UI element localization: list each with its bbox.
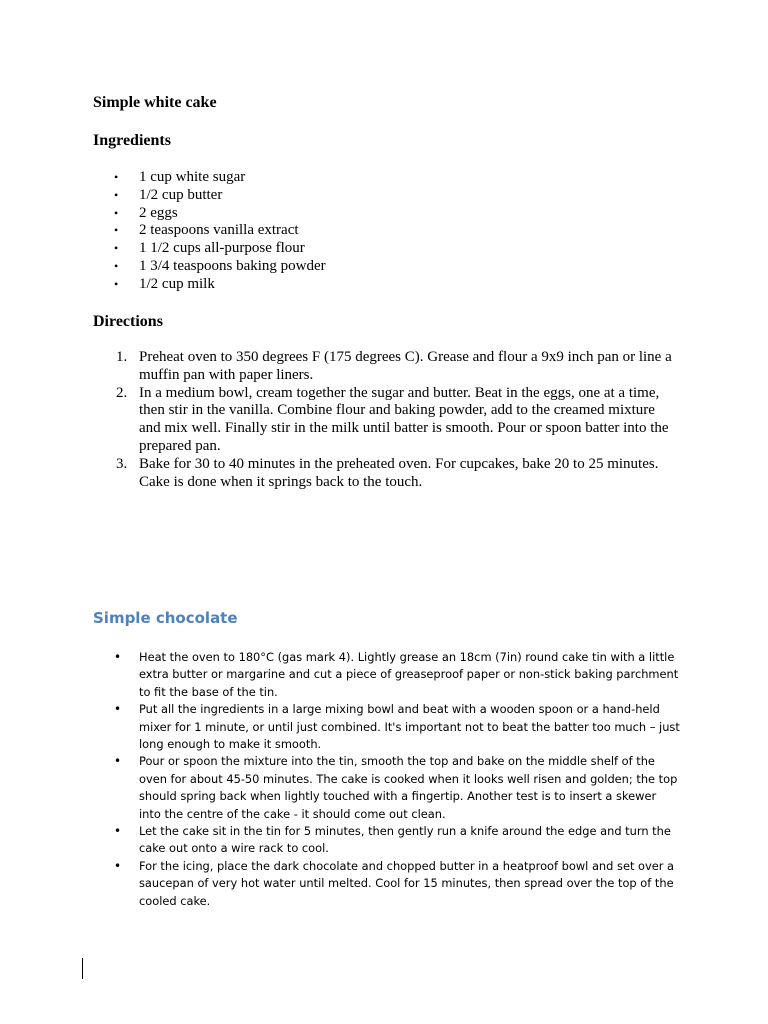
text-cursor xyxy=(82,958,83,979)
ingredients-heading: Ingredients xyxy=(93,132,171,149)
directions-list xyxy=(0,349,680,491)
chocolate-step: • For the icing, place the dark chocolate and chopped butter in a heatproof bowl and set over a saucepan of very hot water until melted. Cool for 15 minutes, then spread over the top of the cooled cake. xyxy=(0,858,680,910)
ingredient-item: • 1/2 cup milk xyxy=(0,276,326,294)
chocolate-step: • Pour or spoon the mixture into the tin, smooth the top and bake on the middle shelf of the oven for about 45-50 minutes. The cake is cooked when it looks well risen and golden; the top should spring back when lightly touched with a fingertip. Another test is to insert a skewer into the centre of the cake - it should come out clean. xyxy=(0,753,680,823)
direction-text: Bake for 30 to 40 minutes in the preheated oven. For cupcakes, bake 20 to 25 minutes. Cake is done when it springs back to the touch. xyxy=(139,455,659,490)
ingredients-list xyxy=(0,169,326,294)
direction-item xyxy=(0,385,680,456)
ingredient-item: • 2 eggs xyxy=(0,205,326,223)
ingredient-item: • 1 1/2 cups all-purpose flour xyxy=(0,240,326,258)
direction-number: 1. xyxy=(116,349,128,365)
ingredient-item: • 1 cup white sugar xyxy=(0,169,326,187)
recipe-title-chocolate: Simple chocolate xyxy=(93,609,238,627)
direction-item xyxy=(0,349,680,385)
ingredient-item: • 1/2 cup butter xyxy=(0,187,326,205)
chocolate-step: • Heat the oven to 180°C (gas mark 4). Lightly grease an 18cm (7in) round cake tin with a little extra butter or margarine and cut a piece of greaseproof paper or non-stick baking parchment to fit the base of the tin. xyxy=(0,649,680,701)
chocolate-steps-list xyxy=(0,649,680,910)
direction-text: Preheat oven to 350 degrees F (175 degrees C). Grease and flour a 9x9 inch pan or line a muffin pan with paper liners. xyxy=(139,349,672,383)
direction-number: 3. xyxy=(116,455,128,472)
ingredient-item: • 2 teaspoons vanilla extract xyxy=(0,222,326,240)
direction-item xyxy=(0,456,680,492)
chocolate-step: • Put all the ingredients in a large mixing bowl and beat with a wooden spoon or a hand-held mixer for 1 minute, or until just combined. It's important not to beat the batter too much – just long enough to make it smooth. xyxy=(0,701,680,753)
direction-text: In a medium bowl, cream together the sugar and butter. Beat in the eggs, one at a time, then stir in the vanilla. Combine flour and baking powder, add to the creamed mixture and mix well. Finally stir in the milk until batter is smooth. Pour or spoon batter into the prepared pan. xyxy=(139,384,669,454)
directions-heading: Directions xyxy=(93,313,163,330)
recipe-title-white-cake: Simple white cake xyxy=(93,94,217,111)
chocolate-step: • Let the cake sit in the tin for 5 minutes, then gently run a knife around the edge and turn the cake out onto a wire rack to cool. xyxy=(0,823,680,858)
ingredient-item: • 1 3/4 teaspoons baking powder xyxy=(0,258,326,276)
direction-number: 2. xyxy=(116,384,128,401)
